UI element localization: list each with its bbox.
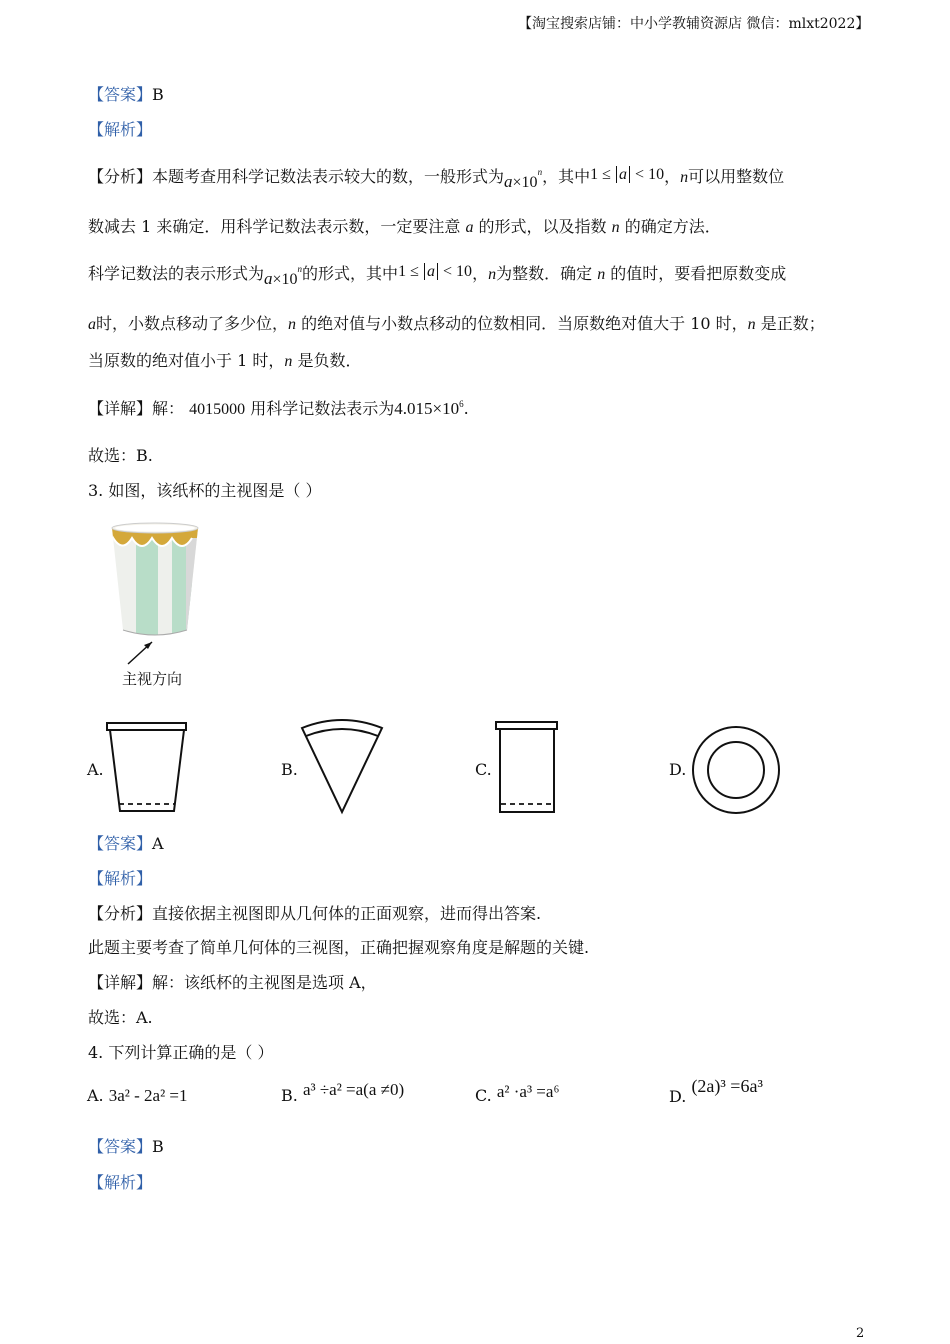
q3-answer-line (88, 831, 164, 854)
q3-option-c-figure (493, 718, 561, 816)
math-abs-a: a (616, 166, 630, 183)
para-text: 的绝对值与小数点移动的位数相同．当原数绝对值大于 10 时， (301, 314, 748, 333)
q3-choose: 故选：A. (88, 1008, 153, 1027)
fenxi-text: 可以用整数位 (688, 167, 785, 186)
math-n: n (488, 266, 497, 283)
q4-option-d (669, 1076, 763, 1107)
option-expression: a² ·a³ =a⁶ (496, 1082, 560, 1101)
option-label: D. (669, 1087, 687, 1106)
detail-exponent: 6 (459, 399, 464, 409)
para-text: 的形式，其中 (302, 264, 399, 283)
math-n: n (288, 316, 297, 333)
option-expression: 3a² - 2a² =1 (108, 1086, 188, 1105)
detail-text: 解： (152, 399, 185, 418)
math-exp-n: n (537, 167, 543, 177)
analysis-tag: 【解析】 (88, 1173, 153, 1192)
fenxi-text: 数减去 1 来确定．用科学记数法表示数，一定要注意 (88, 217, 461, 236)
q2-fenxi-line1 (88, 164, 785, 191)
detail-text: 用科学记数法表示为 (250, 399, 395, 418)
math-a: a (504, 172, 513, 191)
q3-option-d-label: D. (669, 760, 687, 779)
math-a: a (465, 219, 474, 236)
header-text: 【淘宝搜索店铺：中小学教辅资源店 微信：mlxt2022】 (518, 16, 870, 32)
math-n: n (747, 316, 756, 333)
answer-value: A (152, 834, 164, 853)
math-exp-n: n (297, 264, 303, 274)
math-a: a (264, 269, 273, 288)
answer-tag: 【答案】 (88, 1137, 153, 1156)
comma: ， (664, 167, 681, 186)
q4-option-a (87, 1086, 188, 1106)
detail-tag: 【详解】 (88, 399, 153, 418)
option-expression: a³ ÷a² =a(a ≠0) (302, 1080, 405, 1099)
q3-option-c-label: C. (475, 760, 492, 779)
paper-cup-image (100, 518, 210, 668)
para-text: 科学记数法的表示形式为 (88, 264, 265, 283)
fenxi-tag: 【分析】 (88, 167, 153, 186)
analysis-tag: 【解析】 (88, 120, 153, 139)
q4-answer-line (88, 1134, 164, 1157)
math-n: n (284, 353, 293, 370)
q4-stem: 4. 下列计算正确的是（ ） (88, 1043, 274, 1062)
math-one-le: 1 ≤ (590, 166, 611, 183)
q3-option-b-figure (296, 718, 388, 816)
q3-option-d-figure (690, 724, 782, 816)
fenxi-text: 直接依据主视图即从几何体的正面观察，进而得出答案. (152, 904, 542, 923)
q2-para5 (88, 348, 361, 371)
q3-option-a-label: A. (87, 760, 104, 779)
math-times10: ×10 (272, 271, 298, 288)
answer-value: B (152, 85, 164, 104)
q3-option-b-label: B. (281, 760, 298, 779)
fenxi-text: 本题考查用科学记数法表示较大的数，一般形式为 (152, 167, 505, 186)
fenxi-text: 的形式，以及指数 (478, 217, 607, 236)
para-text: 是负数． (297, 351, 362, 370)
fenxi-text: 的确定方法． (624, 217, 721, 236)
q3-detail (88, 970, 377, 993)
fenxi-tag: 【分析】 (88, 904, 153, 923)
q3-stem: 3. 如图，该纸杯的主视图是（ ） (88, 481, 322, 500)
para-text: 为整数．确定 (496, 264, 593, 283)
math-n: n (680, 169, 689, 186)
answer-value: B (152, 1137, 164, 1156)
cup-caption: 主视方向 (122, 670, 183, 688)
detail-period: . (463, 399, 469, 418)
comma: ， (472, 264, 489, 283)
q3-fenxi (88, 901, 541, 924)
para-text: 是正数； (760, 314, 825, 333)
q2-fenxi-line2 (88, 214, 721, 237)
math-lt10: < 10 (635, 166, 665, 183)
q4-option-b (281, 1080, 405, 1106)
fenxi-text: ，其中 (542, 167, 591, 186)
math-abs-a: a (424, 263, 438, 280)
page-number: 2 (856, 1326, 865, 1341)
q3-option-a-figure (104, 720, 190, 816)
q2-para4 (88, 311, 825, 334)
detail-text: 解：该纸杯的主视图是选项 A， (152, 973, 377, 992)
detail-times10: ×10 (432, 399, 460, 418)
para-text: 当原数的绝对值小于 1 时， (88, 351, 285, 370)
q2-choose: 故选：B. (88, 446, 153, 465)
math-times10: ×10 (512, 174, 538, 191)
q3-para2: 此题主要考查了简单几何体的三视图，正确把握观察角度是解题的关键. (88, 938, 590, 957)
q2-answer-line (88, 82, 164, 105)
option-label: C. (475, 1086, 492, 1105)
option-expression: (2a)³ =6a³ (691, 1076, 763, 1096)
answer-tag: 【答案】 (88, 834, 153, 853)
math-a: a (88, 316, 96, 333)
answer-tag: 【答案】 (88, 85, 153, 104)
para-text: 的值时，要看把原数变成 (610, 264, 787, 283)
math-n: n (597, 266, 606, 283)
detail-value: 4.015 (394, 399, 433, 418)
math-n: n (611, 219, 620, 236)
math-one-le: 1 ≤ (398, 263, 419, 280)
q4-option-c (475, 1082, 560, 1106)
math-lt10: < 10 (443, 263, 473, 280)
analysis-tag: 【解析】 (88, 869, 153, 888)
para-text: 时，小数点移动了多少位， (96, 314, 289, 333)
detail-number: 4015000 (189, 401, 246, 418)
option-label: B. (281, 1086, 298, 1105)
detail-tag: 【详解】 (88, 973, 153, 992)
q2-detail (88, 396, 469, 419)
q2-para3 (88, 261, 787, 288)
option-label: A. (87, 1086, 104, 1105)
